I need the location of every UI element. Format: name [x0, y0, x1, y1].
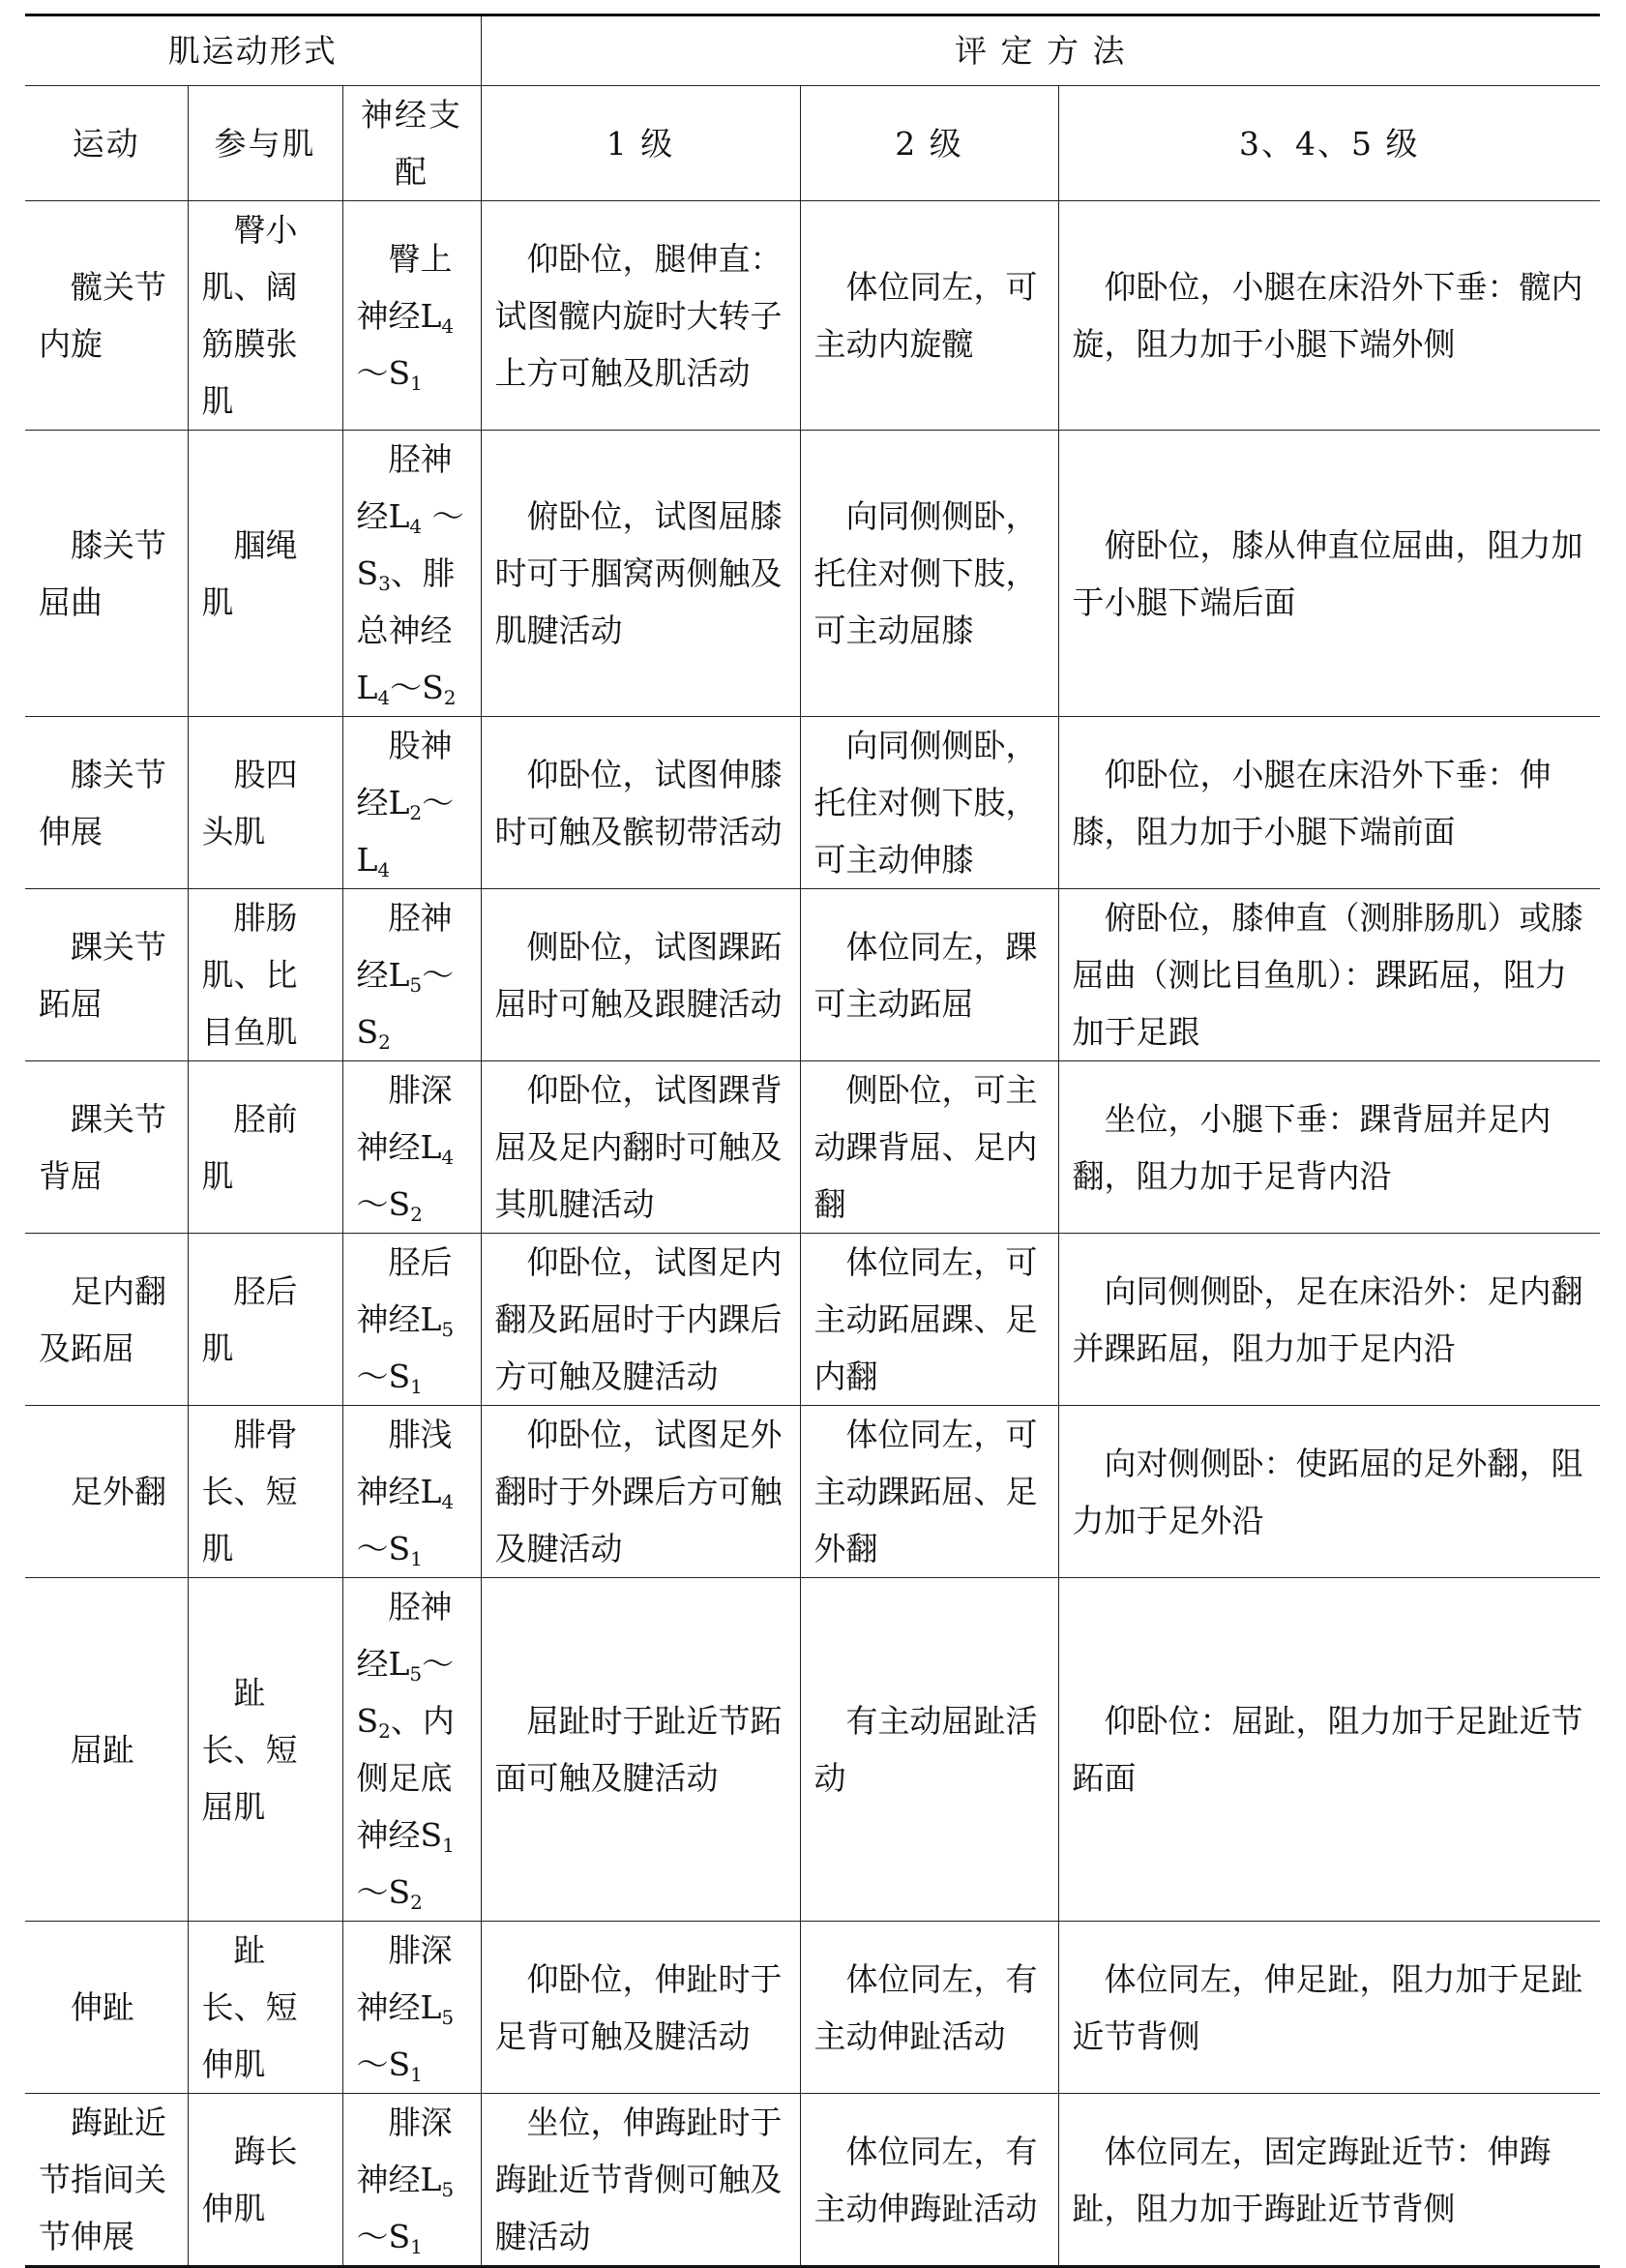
grade-345-cell: 仰卧位，小腿在床沿外下垂：伸膝，阻力加于小腿下端前面 [1058, 717, 1600, 889]
grade-345-cell: 仰卧位：屈趾，阻力加于足趾近节跖面 [1058, 1578, 1600, 1922]
nerve-cell: 胫神经$L_5\sim S_2$、内侧足底神经$S_1\sim S_2$ [342, 1578, 481, 1922]
nerve-cell: 胫神经$L_5\sim S_2$ [342, 889, 481, 1061]
grade-1-cell: 仰卧位，试图足内翻及跖屈时于内踝后方可触及腱活动 [481, 1234, 800, 1406]
table-row [25, 1234, 1600, 1406]
movement-cell: 髋关节内旋 [25, 201, 188, 431]
grade-345-cell: 向对侧侧卧：使跖屈的足外翻，阻力加于足外沿 [1058, 1406, 1600, 1578]
grade-2-cell: 有主动屈趾活动 [800, 1578, 1058, 1922]
grade-2-cell: 向同侧侧卧，托住对侧下肢，可主动屈膝 [800, 431, 1058, 717]
group-header-evaluation-method: 评 定 方 法 [481, 15, 1600, 86]
grade-2-cell: 体位同左，可主动跖屈踝、足内翻 [800, 1234, 1058, 1406]
table-body [25, 201, 1600, 2267]
grade-1-cell: 仰卧位，试图伸膝时可触及髌韧带活动 [481, 717, 800, 889]
muscles-cell: 腓肠肌、比目鱼肌 [188, 889, 342, 1061]
movement-cell: 膝关节屈曲 [25, 431, 188, 717]
grade-2-cell: 侧卧位，可主动踝背屈、足内翻 [800, 1061, 1058, 1234]
grade-2-cell: 体位同左，可主动踝跖屈、足外翻 [800, 1406, 1058, 1578]
movement-cell: 踇趾近节指间关节伸展 [25, 2094, 188, 2267]
table-row [25, 1061, 1600, 1234]
column-header-grade-1: 1 级 [481, 86, 800, 201]
muscles-cell: 胫前肌 [188, 1061, 342, 1234]
table-row [25, 1922, 1600, 2094]
movement-cell: 踝关节背屈 [25, 1061, 188, 1234]
grade-345-cell: 仰卧位，小腿在床沿外下垂：髋内旋，阻力加于小腿下端外侧 [1058, 201, 1600, 431]
nerve-cell: 胫后神经$L_5\sim S_1$ [342, 1234, 481, 1406]
column-header-muscles: 参与肌 [188, 86, 342, 201]
muscles-cell: 腘绳肌 [188, 431, 342, 717]
muscles-cell: 踇长伸肌 [188, 2094, 342, 2267]
muscle-strength-evaluation-table [25, 14, 1600, 2268]
nerve-cell: 腓深神经$L_5\sim S_1$ [342, 1922, 481, 2094]
movement-cell: 踝关节跖屈 [25, 889, 188, 1061]
column-header-nerve: 神经支配 [342, 86, 481, 201]
grade-1-cell: 俯卧位，试图屈膝时可于腘窝两侧触及肌腱活动 [481, 431, 800, 717]
nerve-cell: 腓浅神经$L_4\sim S_1$ [342, 1406, 481, 1578]
grade-1-cell: 仰卧位，试图踝背屈及足内翻时可触及其肌腱活动 [481, 1061, 800, 1234]
table-row [25, 1406, 1600, 1578]
grade-1-cell: 屈趾时于趾近节跖面可触及腱活动 [481, 1578, 800, 1922]
column-header-grade-345: 3、4、5 级 [1058, 86, 1600, 201]
grade-1-cell: 坐位，伸踇趾时于踇趾近节背侧可触及腱活动 [481, 2094, 800, 2267]
nerve-cell: 股神经$L_2\sim L_4$ [342, 717, 481, 889]
column-header-grade-2: 2 级 [800, 86, 1058, 201]
grade-2-cell: 体位同左，踝可主动跖屈 [800, 889, 1058, 1061]
table-row [25, 431, 1600, 717]
grade-2-cell: 向同侧侧卧，托住对侧下肢，可主动伸膝 [800, 717, 1058, 889]
nerve-cell: 腓深神经$L_4\sim S_2$ [342, 1061, 481, 1234]
grade-1-cell: 仰卧位，伸趾时于足背可触及腱活动 [481, 1922, 800, 2094]
group-header-muscle-movement: 肌运动形式 [25, 15, 481, 86]
grade-1-cell: 仰卧位，腿伸直：试图髋内旋时大转子上方可触及肌活动 [481, 201, 800, 431]
movement-cell: 膝关节伸展 [25, 717, 188, 889]
muscles-cell: 胫后肌 [188, 1234, 342, 1406]
muscles-cell: 趾长、短伸肌 [188, 1922, 342, 2094]
grade-2-cell: 体位同左，有主动伸踇趾活动 [800, 2094, 1058, 2267]
nerve-cell: 腓深神经$L_5\sim S_1$ [342, 2094, 481, 2267]
table-row [25, 889, 1600, 1061]
table-row [25, 1578, 1600, 1922]
grade-1-cell: 侧卧位，试图踝跖屈时可触及跟腱活动 [481, 889, 800, 1061]
table-row [25, 717, 1600, 889]
movement-cell: 伸趾 [25, 1922, 188, 2094]
movement-cell: 足内翻及跖屈 [25, 1234, 188, 1406]
muscles-cell: 臀小肌、阔筋膜张肌 [188, 201, 342, 431]
muscles-cell: 腓骨长、短肌 [188, 1406, 342, 1578]
column-header-movement: 运动 [25, 86, 188, 201]
movement-cell: 屈趾 [25, 1578, 188, 1922]
grade-345-cell: 俯卧位，膝从伸直位屈曲，阻力加于小腿下端后面 [1058, 431, 1600, 717]
grade-2-cell: 体位同左，可主动内旋髋 [800, 201, 1058, 431]
grade-345-cell: 俯卧位，膝伸直（测腓肠肌）或膝屈曲（测比目鱼肌）：踝跖屈，阻力加于足跟 [1058, 889, 1600, 1061]
muscles-cell: 股四头肌 [188, 717, 342, 889]
nerve-cell: 臀上神经$L_4\sim S_1$ [342, 201, 481, 431]
grade-345-cell: 坐位，小腿下垂：踝背屈并足内翻，阻力加于足背内沿 [1058, 1061, 1600, 1234]
movement-cell: 足外翻 [25, 1406, 188, 1578]
grade-345-cell: 体位同左，固定踇趾近节：伸踇趾，阻力加于踇趾近节背侧 [1058, 2094, 1600, 2267]
grade-2-cell: 体位同左，有主动伸趾活动 [800, 1922, 1058, 2094]
grade-1-cell: 仰卧位，试图足外翻时于外踝后方可触及腱活动 [481, 1406, 800, 1578]
nerve-cell: 胫神经$L_4$ ～ $S_3$、腓总神经$L_4\sim S_2$ [342, 431, 481, 717]
grade-345-cell: 向同侧侧卧，足在床沿外：足内翻并踝跖屈，阻力加于足内沿 [1058, 1234, 1600, 1406]
table-row [25, 2094, 1600, 2267]
table-row [25, 201, 1600, 431]
muscles-cell: 趾长、短屈肌 [188, 1578, 342, 1922]
grade-345-cell: 体位同左，伸足趾，阻力加于足趾近节背侧 [1058, 1922, 1600, 2094]
